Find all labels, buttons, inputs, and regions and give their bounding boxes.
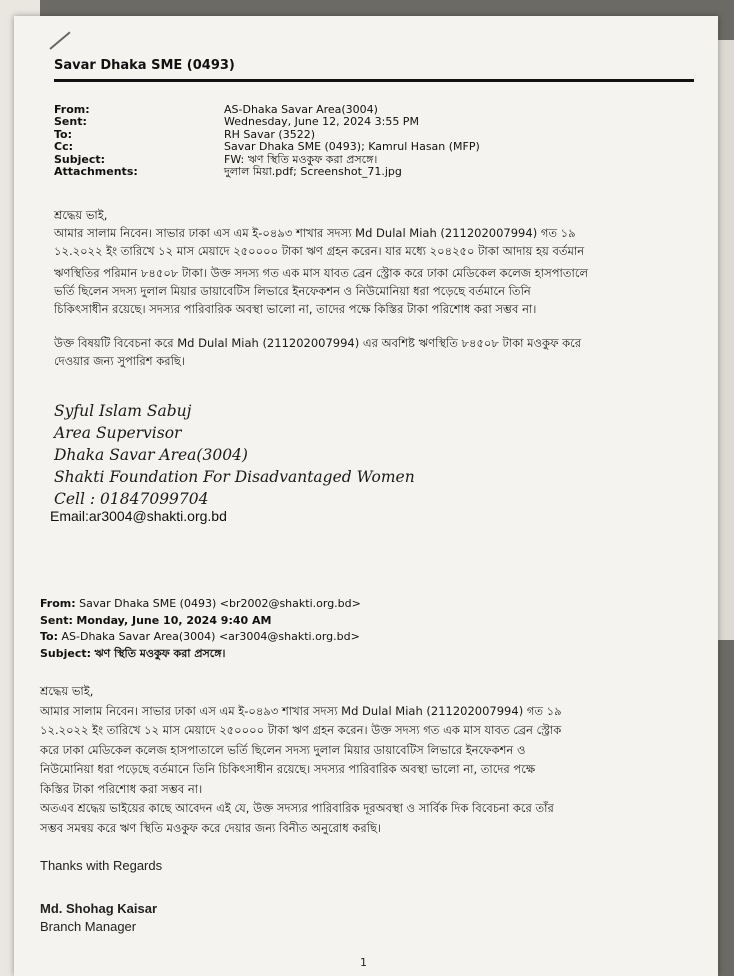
fwd-row: From: Savar Dhaka SME (0493) <br2002@shakti.org.bd> bbox=[40, 597, 361, 610]
body-line: ঋণস্থিতির পরিমান ৮৪৫০৮ টাকা। উক্ত সদস্য গত এক মাস যাবত ব্রেন স্ট্রোক করে ঢাকা মেডিকেল কলেজ হাসপাতালে bbox=[54, 266, 589, 280]
email-meta bbox=[54, 104, 694, 178]
meta-row: Sent: Wednesday, June 12, 2024 3:55 PM bbox=[54, 115, 419, 129]
body-line: ১২.২০২২ ইং তারিখে ১২ মাস মেয়াদে ২৫০০০০ টাকা ঋণ গ্রহন করেন। যার মধ্যে ২০৪২৫০ টাকা আদায় হয় বর্তমান bbox=[54, 244, 585, 258]
meta-row: Cc: Savar Dhaka SME (0493); Kamrul Hasan (MFP) bbox=[54, 140, 480, 154]
body-line: করে ঢাকা মেডিকেল কলেজ হাসপাতালে ভর্তি ছিলেন সদস্য দুলাল মিয়ার ডায়াবেটিস লিভারে ইনফেকশন ও bbox=[40, 742, 526, 757]
greeting: শ্রদ্ধেয় ভাই, bbox=[40, 684, 94, 698]
body-line: চিকিৎসাধীন রয়েছে। সদস্যর পারিবারিক অবস্থা ভালো না, তাদের পক্ষে কিস্তির টাকা পরিশোধ করা সম্ভব না। bbox=[54, 302, 537, 316]
body-line: কিস্তির টাকা পরিশোধ করা সম্ভব না। bbox=[40, 781, 203, 796]
mailbox-title: Savar Dhaka SME (0493) bbox=[54, 58, 235, 73]
body-line: নিউমোনিয়া ধরা পড়েছে বর্তমানে তিনি চিকিৎসাধীন রয়েছে। সদস্যর পারিবারিক অবস্থা ভালো না, তাদের পক্ষে bbox=[40, 762, 536, 776]
body-line: সম্ভব সমন্বয় করে ঋণ স্থিতি মওকুফ করে দেয়ার জন্য বিনীত অনুরোধ করছি। bbox=[40, 820, 382, 835]
signer-name: Md. Shohag Kaisar bbox=[40, 901, 158, 916]
body-line: ১২.২০২২ ইং তারিখে ১২ মাস মেয়াদে ২৫০০০০ টাকা ঋণ গ্রহন করেন। উক্ত সদস্য গত এক মাস যাবত ব্রেন স্ট্রোক bbox=[40, 723, 562, 737]
email-body bbox=[54, 206, 674, 370]
signature-cell: Cell : 01847099704 bbox=[54, 490, 209, 508]
meta-row: From: AS-Dhaka Savar Area(3004) bbox=[54, 103, 378, 116]
greeting: শ্রদ্ধেয় ভাই, bbox=[54, 208, 108, 222]
signature-name: Syful Islam Sabuj bbox=[54, 402, 192, 420]
signature-title: Area Supervisor bbox=[54, 424, 182, 442]
body-line: আমার সালাম নিবেন। সাভার ঢাকা এস এম ই-০৪৯৩ শাখার সদস্য Md Dulal Miah (211202007994) গত ১৯ bbox=[40, 703, 562, 718]
closing: Thanks with Regards bbox=[40, 858, 163, 873]
header-rule bbox=[54, 79, 694, 82]
meta-row: To: RH Savar (3522) bbox=[54, 127, 315, 141]
signer-block bbox=[40, 900, 157, 936]
fwd-row: Sent: Monday, June 10, 2024 9:40 AM bbox=[40, 613, 272, 627]
fwd-row: Subject: ঋণ স্থিতি মওকুফ করা প্রসঙ্গে। bbox=[40, 646, 226, 660]
forwarded-body bbox=[40, 682, 700, 838]
body-line: অতএব শ্রদ্ধেয় ভাইয়ের কাছে আবেদন এই যে, উক্ত সদস্যর পারিবারিক দূরঅবস্থা ও সার্বিক দিক বিবেচনা করে তাঁর bbox=[40, 801, 554, 815]
body-line: আমার সালাম নিবেন। সাভার ঢাকা এস এম ই-০৪৯৩ শাখার সদস্য Md Dulal Miah (211202007994) গত ১৯ bbox=[54, 226, 576, 240]
signature-block bbox=[54, 400, 674, 510]
request-line: দেওয়ার জন্য সুপারিশ করছি। bbox=[54, 354, 185, 368]
fwd-row: To: AS-Dhaka Savar Area(3004) <ar3004@shakti.org.bd> bbox=[40, 630, 360, 643]
signature-area: Dhaka Savar Area(3004) bbox=[54, 446, 248, 464]
page-number: 1 bbox=[360, 956, 367, 969]
forwarded-header bbox=[40, 596, 700, 662]
meta-row: Subject: FW: ঋণ স্থিতি মওকুফ করা প্রসঙ্গে। bbox=[54, 152, 378, 166]
signature-org: Shakti Foundation For Disadvantaged Women bbox=[54, 468, 415, 486]
body-line: ভর্তি ছিলেন সদস্য দুলাল মিয়ার ডায়াবেটিস লিভারে ইনফেকশন ও নিউমোনিয়া ধরা পড়েছে বর্তমানে তিনি bbox=[54, 284, 531, 298]
email-header bbox=[54, 58, 694, 82]
signature-email: Email:ar3004@shakti.org.bd bbox=[50, 508, 227, 524]
signer-title: Branch Manager bbox=[40, 919, 137, 934]
meta-row: Attachments: দুলাল মিয়া.pdf; Screenshot_71.jpg bbox=[54, 165, 402, 179]
request-line: উক্ত বিষয়টি বিবেচনা করে Md Dulal Miah (211202007994) এর অবশিষ্ট ঋণস্থিতি ৮৪৫০৮ টাকা মওকুফ করে bbox=[54, 336, 582, 350]
